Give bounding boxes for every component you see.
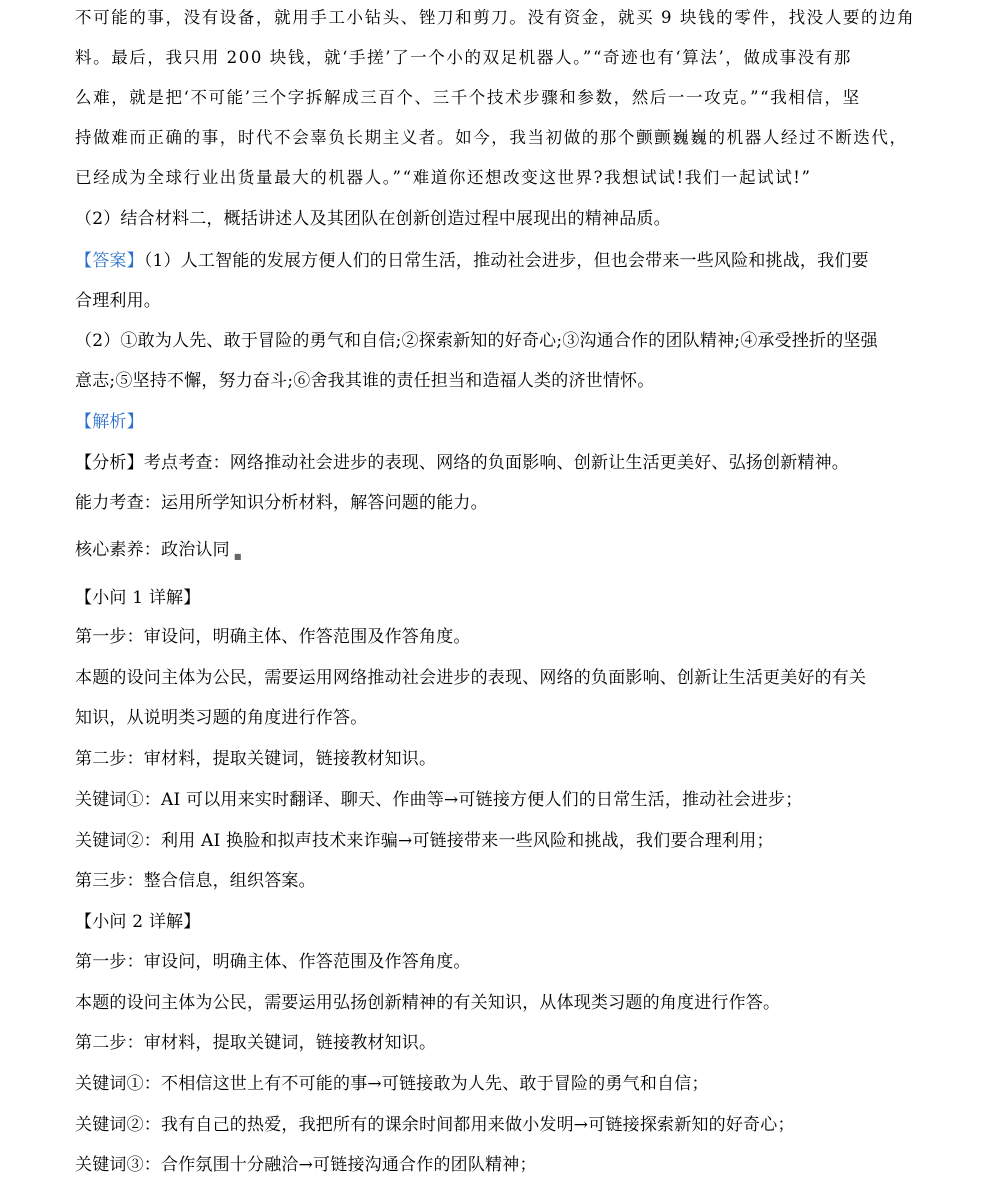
- sub2-keyword-3: 关键词③：合作氛围十分融洽→可链接沟通合作的团队精神；: [75, 1155, 537, 1175]
- sub2-body1: 本题的设问主体为公民，需要运用弘扬创新精神的有关知识，从体现类习题的角度进行作答。: [75, 993, 781, 1013]
- material-line: 持做难而正确的事，时代不会辜负长期主义者。如今，我当初做的那个颤颤巍巍的机器人经过不断迭代，: [75, 128, 908, 147]
- sub1-keyword-1: 关键词①：AI 可以用来实时翻译、聊天、作曲等→可链接方便人们的日常生活，推动社会进步；: [75, 790, 803, 810]
- analysis-tag: 【解析】: [75, 412, 144, 432]
- sub1-keyword-2: 关键词②：利用 AI 换脸和拟声技术来诈骗→可链接带来一些风险和挑战，我们要合理利用；: [75, 831, 774, 851]
- sub2-step2: 第二步：审材料，提取关键词，链接教材知识。: [75, 1033, 437, 1053]
- sub1-step1: 第一步：审设问，明确主体、作答范围及作答角度。: [75, 627, 471, 647]
- material-line: 不可能的事，没有设备，就用手工小钻头、锉刀和剪刀。没有资金，就买 9 块钱的零件，找没人要的边角: [75, 8, 916, 27]
- material-line: 么难，就是把‘不可能’三个字拆解成三百个、三千个技术步骤和参数，然后一一攻克。”“我相信，坚: [75, 88, 861, 107]
- sub1-body2: 知识，从说明类习题的角度进行作答。: [75, 708, 368, 728]
- sub1-step2: 第二步：审材料，提取关键词，链接教材知识。: [75, 749, 437, 769]
- sub2-step1: 第一步：审设问，明确主体、作答范围及作答角度。: [75, 952, 471, 972]
- question-2: （2）结合材料二，概括讲述人及其团队在创新创造过程中展现出的精神品质。: [75, 209, 671, 229]
- sub1-step3: 第三步：整合信息，组织答案。: [75, 871, 316, 891]
- answer-line-4: 意志;⑤坚持不懈，努力奋斗;⑥舍我其谁的责任担当和造福人类的济世情怀。: [75, 371, 655, 391]
- answer-line-2: 合理利用。: [75, 291, 161, 311]
- analysis-fenxi: 【分析】考点考查：网络推动社会进步的表现、网络的负面影响、创新让生活更美好、弘扬创新精神。: [75, 453, 849, 473]
- core-mark: ■: [233, 552, 242, 561]
- sub2-title: 【小问 2 详解】: [75, 912, 201, 932]
- analysis-core: [75, 538, 935, 569]
- analysis-ability: 能力考查：运用所学知识分析材料，解答问题的能力。: [75, 493, 488, 513]
- answer-line-3: （2）①敢为人先、敢于冒险的勇气和自信;②探索新知的好奇心;③沟通合作的团队精神;④承受挫折的坚强: [75, 331, 878, 351]
- sub2-keyword-1: 关键词①：不相信这世上有不可能的事→可链接敢为人先、敢于冒险的勇气和自信；: [75, 1074, 709, 1094]
- answer-tag: 【答案】: [75, 251, 144, 271]
- analysis-core-text: 核心素养：政治认同: [75, 540, 230, 560]
- material-line: 料。最后，我只用 200 块钱，就‘手搓’了一个小的双足机器人。”“奇迹也有‘算法’，做成事没有那: [75, 48, 852, 67]
- sub2-keyword-2: 关键词②：我有自己的热爱，我把所有的课余时间都用来做小发明→可链接探索新知的好奇心；: [75, 1115, 795, 1135]
- answer-line-1: [75, 249, 935, 273]
- material-line: 已经成为全球行业出货量最大的机器人。”“难道你还想改变这世界?我想试试!我们一起试试!”: [75, 168, 812, 187]
- answer-text: （1）人工智能的发展方便人们的日常生活，推动社会进步，但也会带来一些风险和挑战，我们要: [143, 251, 869, 271]
- sub1-body1: 本题的设问主体为公民，需要运用网络推动社会进步的表现、网络的负面影响、创新让生活更美好的有关: [75, 668, 867, 688]
- sub1-title: 【小问 1 详解】: [75, 588, 201, 608]
